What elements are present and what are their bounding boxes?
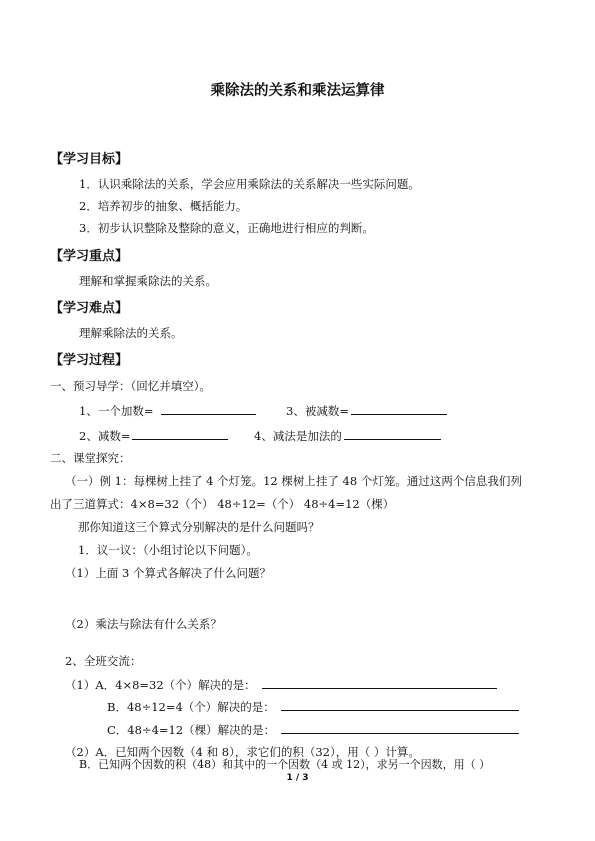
fill-item-4 (254, 428, 441, 443)
key-points-text: 理解和掌握乘除法的关系。 (79, 274, 217, 288)
answer-c (107, 722, 519, 737)
part2-b: B．已知两个因数的积（48）和其中的一个因数（4 或 12），求另一个因数，用（ ） (79, 758, 491, 771)
fill-blank-4[interactable] (344, 428, 441, 440)
difficulties-text: 理解乘除法的关系。 (79, 326, 183, 340)
fill-item-1 (79, 403, 256, 418)
preview-title: 一、预习导学：（回忆并填空）。 (50, 379, 211, 393)
fill-item-4-label: 4、减法是加法的 (254, 429, 342, 443)
objective-item-2: 2．培养初步的抽象、概括能力。 (79, 199, 248, 213)
discuss-title: 1．议一议：（小组讨论以下问题）。 (78, 543, 258, 557)
answer-a-blank[interactable] (262, 677, 497, 689)
fill-item-3 (286, 403, 447, 418)
objectives-heading: 【学习目标】 (50, 152, 129, 167)
fill-item-1-label: 1、一个加数= (79, 404, 154, 418)
fill-item-2-label: 2、减数= (79, 429, 131, 443)
answer-b-blank[interactable] (281, 699, 519, 711)
answer-a (65, 677, 497, 692)
answer-b-label: B．48÷12=4（个）解决的是： (107, 700, 275, 714)
objective-item-3: 3．初步认识整除及整除的意义，正确地进行相应的判断。 (79, 221, 374, 235)
example-question: 那你知道这三个算式分别解决的是什么问题吗？ (78, 520, 320, 534)
answer-b (107, 699, 519, 714)
fill-blank-3[interactable] (351, 403, 447, 415)
fill-blank-1[interactable] (161, 403, 256, 415)
part2-a: （2）A．已知两个因数（4 和 8），求它们的积（32），用（ ）计算。 (65, 745, 420, 759)
key-points-heading: 【学习重点】 (50, 249, 129, 264)
example-line-1: （一）例 1：每棵树上挂了 4 个灯笼。12 棵树上挂了 48 个灯笼。通过这两个信息我们列 (65, 474, 522, 488)
answer-c-blank[interactable] (281, 722, 519, 734)
objective-item-1: 1．认识乘除法的关系，学会应用乘除法的关系解决一些实际问题。 (79, 177, 420, 191)
document-title: 乘除法的关系和乘法运算律 (210, 83, 385, 99)
difficulties-heading: 【学习难点】 (50, 301, 129, 316)
discuss-question-1: （1）上面 3 个算式各解决了什么问题？ (65, 566, 271, 580)
fill-item-2 (79, 428, 228, 443)
process-heading: 【学习过程】 (50, 353, 129, 368)
fill-blank-2[interactable] (132, 428, 228, 440)
explore-title: 二、课堂探究： (50, 451, 131, 465)
discuss-question-2: （2）乘法与除法有什么关系？ (65, 617, 222, 631)
answer-c-label: C．48÷4=12（棵）解决的是： (107, 723, 276, 737)
answer-a-label: （1）A．4×8=32（个）解决的是： (65, 678, 256, 692)
example-line-2: 出了三道算式：4×8=32（个） 48÷12=（个） 48÷4=12（棵） (50, 497, 395, 511)
page-footer: 1 / 3 (286, 773, 309, 783)
fill-item-3-label: 3、被减数= (286, 404, 349, 418)
class-exchange-title: 2、全班交流： (65, 654, 142, 668)
